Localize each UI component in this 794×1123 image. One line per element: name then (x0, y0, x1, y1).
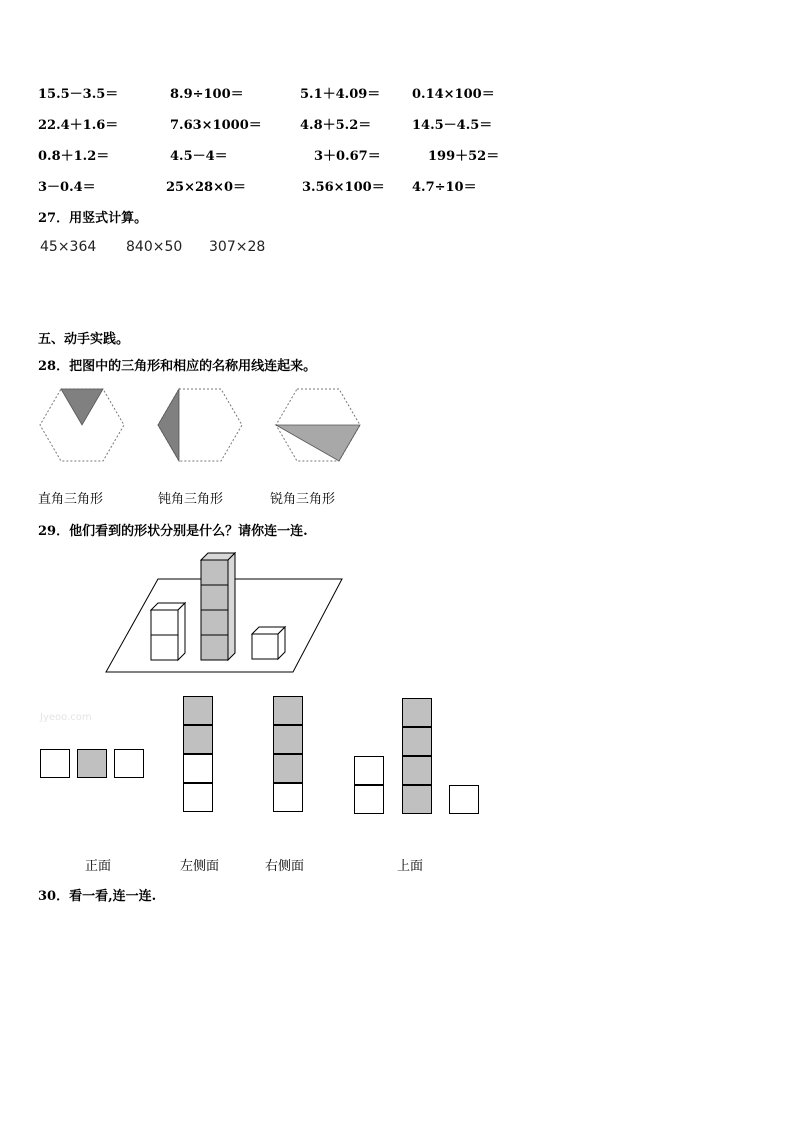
triangle-label-acute: 锐角三角形 (270, 492, 336, 507)
cube-stack-4 (201, 553, 235, 660)
calc-item: 22.4＋1.6＝ (38, 118, 119, 133)
calc-item: 0.8＋1.2＝ (38, 149, 110, 164)
view-cell-gray (402, 698, 432, 727)
vertical-calc-item: 45×364 (40, 239, 97, 255)
view-cell (354, 785, 384, 814)
view-cell (183, 754, 213, 783)
calc-item: 5.1＋4.09＝ (300, 87, 381, 102)
view-cell-gray (183, 696, 213, 725)
view-label-right: 右侧面 (265, 859, 305, 874)
view-cell-gray (77, 749, 107, 778)
question-29-title: 29．他们看到的形状分别是什么？请你连一连. (38, 524, 308, 539)
calc-item: 3.56×100＝ (302, 180, 385, 195)
view-cell (449, 785, 479, 814)
calc-item: 0.14×100＝ (412, 87, 495, 102)
view-cell-gray (273, 696, 303, 725)
question-30-title: 30．看一看,连一连. (38, 889, 157, 904)
view-cell-gray (273, 725, 303, 754)
view-cell (273, 783, 303, 812)
view-cell (183, 783, 213, 812)
triangle-label-right: 直角三角形 (38, 492, 104, 507)
vertical-calc-item: 307×28 (209, 239, 266, 255)
view-cell (354, 756, 384, 785)
right-triangle-shaded (158, 389, 179, 461)
calc-item: 3＋0.67＝ (314, 149, 381, 164)
calc-item: 14.5－4.5＝ (412, 118, 493, 133)
view-cell-gray (402, 756, 432, 785)
calc-item: 4.8＋5.2＝ (300, 118, 372, 133)
vertical-calc-item: 840×50 (126, 239, 183, 255)
cube-single (252, 627, 285, 659)
calc-item: 7.63×1000＝ (170, 118, 262, 133)
view-cell-gray (183, 725, 213, 754)
view-label-front: 正面 (85, 859, 112, 874)
view-cell-gray (273, 754, 303, 783)
view-label-top: 上面 (397, 859, 424, 874)
calc-item: 25×28×0＝ (166, 180, 247, 195)
calc-item: 199＋52＝ (428, 149, 500, 164)
acute-triangle-shaded (61, 389, 103, 425)
view-cell (114, 749, 144, 778)
obtuse-triangle-shaded (276, 425, 360, 461)
calc-item: 4.7÷10＝ (412, 180, 477, 195)
triangle-label-obtuse: 钝角三角形 (158, 492, 224, 507)
question-27-title: 27．用竖式计算。 (38, 211, 148, 226)
calc-item: 15.5－3.5＝ (38, 87, 119, 102)
watermark: Jyeoo.com (40, 712, 92, 723)
calc-item: 4.5－4＝ (170, 149, 228, 164)
calc-item: 3－0.4＝ (38, 180, 96, 195)
question-28-title: 28．把图中的三角形和相应的名称用线连起来。 (38, 359, 317, 374)
calc-item: 8.9÷100＝ (170, 87, 244, 102)
view-cell-gray (402, 785, 432, 814)
cube-stack-2 (151, 603, 185, 660)
view-cell (40, 749, 70, 778)
view-cell-gray (402, 727, 432, 756)
section-5-title: 五、动手实践。 (38, 332, 130, 347)
view-label-left: 左侧面 (180, 859, 220, 874)
